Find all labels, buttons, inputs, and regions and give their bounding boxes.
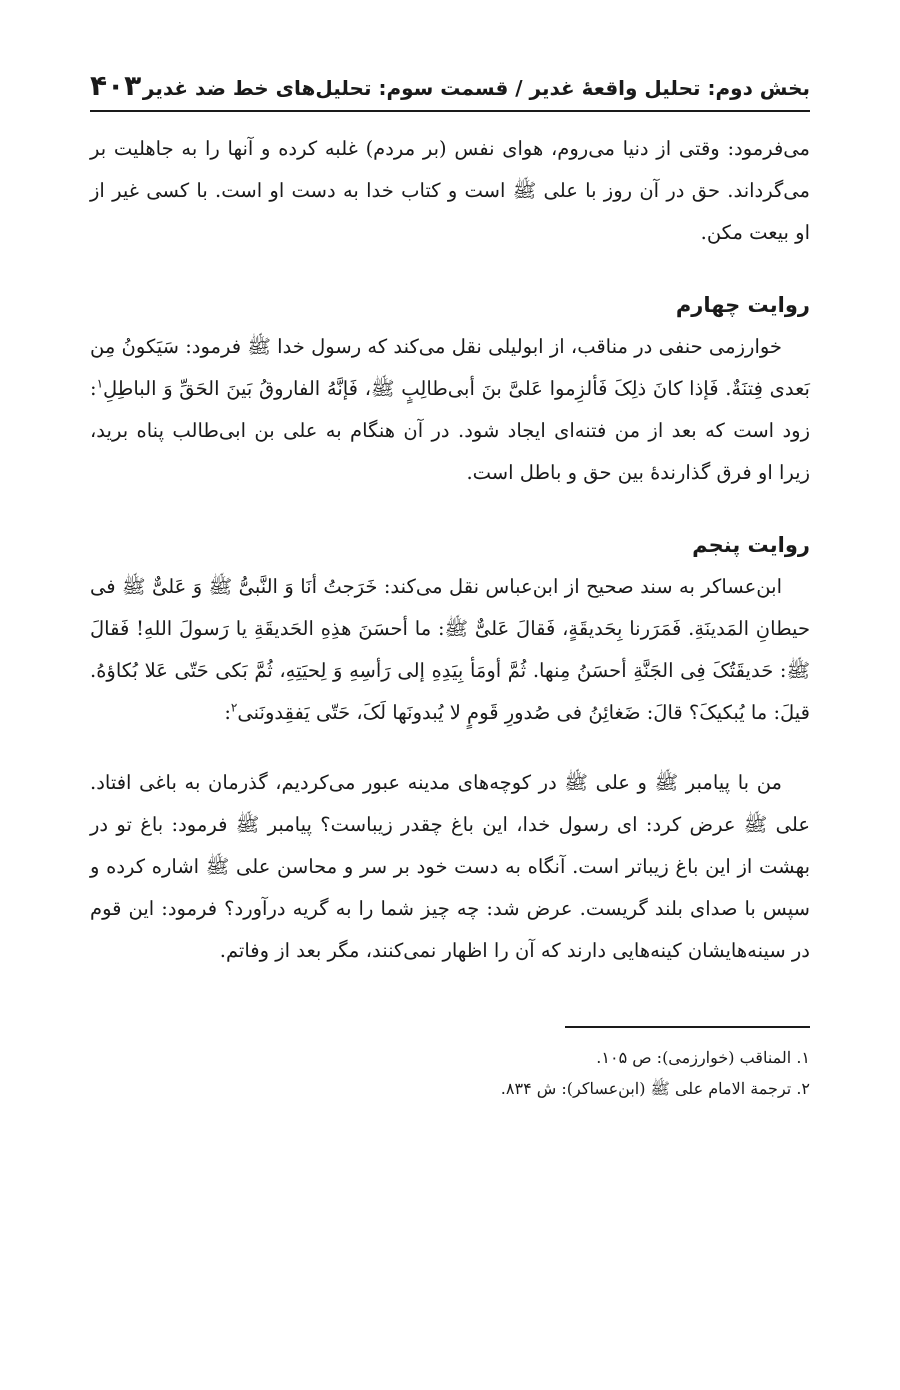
section-heading-5: روایت پنجم xyxy=(692,533,810,557)
intro-paragraph: می‌فرمود: وقتی از دنیا می‌روم، هوای نفس (بر مردم) غلبه کرده و آنها را به جاهلیت بر می‌گرداند. حق در آن روز با علی ﷺ است و کتاب خدا به دست او است. با کسی غیر از او بیعت مکن. xyxy=(90,137,810,244)
footnote-ref-1: ۱ xyxy=(96,376,104,391)
footnote-2: ۲. ترجمة الامام علی ﷺ (ابن‌عساکر): ش ۸۳۴. xyxy=(500,1079,810,1098)
section4-paragraph xyxy=(90,326,810,494)
section5-translation: من با پیامبر ﷺ و علی ﷺ در کوچه‌های مدینه عبور می‌کردیم، گذرمان به باغی افتاد. علی ﷺ عرض کرد: ای رسول خدا، این باغ چقدر زیباست؟ پیامبر ﷺ فرمود: باغ تو در بهشت از این باغ زیباتر است. آنگاه به دست خود بر سر و محاسن علی ﷺ اشاره کرده و سپس با صدای بلند گریست. عرض شد: چه چیز شما را به گریه درآورد؟ فرمود: این قوم در سینه‌هایشان کینه‌هایی دارند که آن را اظهار نمی‌کنند، مگر بعد از وفاتم. xyxy=(90,771,810,962)
page-number: ۴۰۳ xyxy=(90,69,142,102)
section4-text: خوارزمی حنفی در مناقب، از ابولیلی نقل می‌کند که رسول خدا ﷺ فرمود: سَیَکونُ مِن بَعدی فِتنَةٌ. فَإذا کانَ ذلِکَ فَألزِموا عَلیَّ بنَ أبی‌طالِبٍ ﷺ، فَإنَّهُ الفاروقُ بَینَ الحَقِّ وَ الباطِلِ xyxy=(90,335,810,400)
footnote-1: ۱. المناقب (خوارزمی): ص ۱۰۵. xyxy=(596,1048,810,1067)
section5-quote-paragraph xyxy=(90,566,810,734)
footnote-divider xyxy=(565,1026,810,1028)
header-title: بخش دوم: تحلیل واقعهٔ غدیر / قسمت سوم: تحلیل‌های خط ضد غدیر xyxy=(142,76,810,100)
section5-quote: ابن‌عساکر به سند صحیح از ابن‌عباس نقل می‌کند: خَرَجتُ أنَا وَ النَّبیُّ ﷺ وَ عَلیٌّ ﷺ فی حیطانِ المَدینَةِ. فَمَرَرنا بِحَدیقَةٍ، فَقالَ عَلیٌّ ﷺ: ما أحسَنَ هذِهِ الحَدیقَةِ یا رَسولَ اللهِ! فَقالَ ﷺ: حَدیقَتُکَ فِی الجَنَّةِ أحسَنُ مِنها. ثُمَّ أومَأ بِیَدِهِ إلی رَأسِهِ وَ لِحیَتِهِ، ثُمَّ بَکی حَتّی عَلا بُکاؤهُ. قیلَ: ما یُبکیکَ؟ قالَ: ضَغائِنُ فی صُدورِ قَومٍ لا یُبدونَها لَکَ، حَتّی یَفقِدونَنی xyxy=(90,575,810,724)
footnotes xyxy=(90,1042,810,1104)
section5-quote-end: : xyxy=(224,701,231,724)
section-heading-4: روایت چهارم xyxy=(675,293,810,317)
footnote-ref-2: ۲ xyxy=(230,700,238,715)
running-header xyxy=(90,60,810,112)
book-page xyxy=(90,60,810,1104)
section4-text-continued: : زود است که بعد از من فتنه‌ای ایجاد شود. در آن هنگام به علی بن ابی‌طالب پناه برید، زیرا او فرق گذارندهٔ بین حق و باطل است. xyxy=(90,377,810,484)
